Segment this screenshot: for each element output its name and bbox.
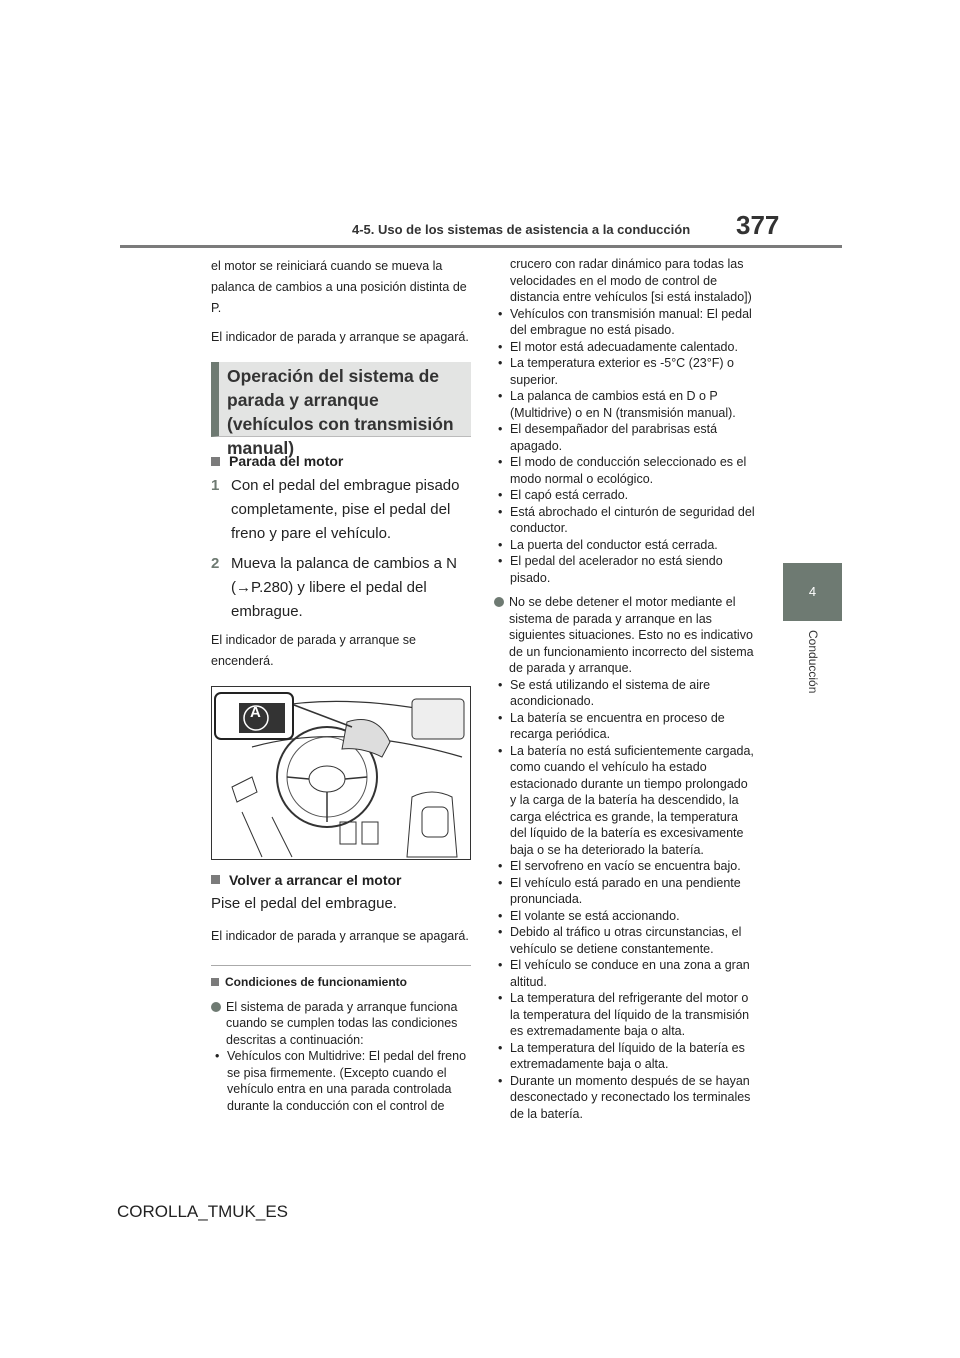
list-item: • El desempañador del parabrisas está apagado. xyxy=(494,421,756,454)
square-bullet-icon xyxy=(211,457,220,466)
list-item: • La puerta del conductor está cerrada. xyxy=(494,537,756,554)
no-stop-intro-text: No se debe detener el motor mediante el sistema de parada y arranque en las siguientes situaciones. Esto no es indicativo de un funcionamiento incorrecto del sistema de parada y arranque. xyxy=(509,595,754,675)
square-bullet-icon xyxy=(211,875,220,884)
conditions-heading xyxy=(211,974,471,991)
restart-heading-text: Volver a arrancar el motor xyxy=(229,871,402,888)
list-item: • El capó está cerrado. xyxy=(494,487,756,504)
restart-note: El indicador de parada y arranque se apagará. xyxy=(211,929,469,943)
list-item: • El vehículo está parado en una pendiente pronunciada. xyxy=(494,875,756,908)
step-text: Con el pedal del embrague pisado completamente, pise el pedal del freno y pare el vehículo. xyxy=(231,476,460,542)
list-item: • El motor está adecuadamente calentado. xyxy=(494,339,756,356)
stop-heading-text: Parada del motor xyxy=(229,453,344,469)
intro-paragraph-2: El indicador de parada y arranque se apagará. xyxy=(211,330,469,344)
header-rule xyxy=(120,245,842,248)
continued-text: crucero con radar dinámico para todas las velocidades en el modo de control de distancia entre vehículos [si está instalado]) xyxy=(510,257,752,304)
list-item: • La batería se encuentra en proceso de recarga periódica. xyxy=(494,710,756,743)
conditions-list-start xyxy=(211,1048,471,1114)
step-text: Mueva la palanca de cambios a N (→P.280) y libere el pedal del embrague. xyxy=(231,554,457,620)
list-item: • El modo de conducción seleccionado es el modo normal o ecológico. xyxy=(494,454,756,487)
no-stop-intro xyxy=(494,594,756,677)
round-bullet-icon xyxy=(211,1002,221,1012)
list-item: • El vehículo se conduce en una zona a gran altitud. xyxy=(494,957,756,990)
conditions-list xyxy=(494,306,756,587)
list-item: • El volante se está accionando. xyxy=(494,908,756,925)
list-item: • La palanca de cambios está en D o P (Multidrive) o en N (transmisión manual). xyxy=(494,388,756,421)
divider xyxy=(211,965,471,966)
intro-paragraph-1: el motor se reiniciará cuando se mueva la palanca de cambios a una posición distinta de P. xyxy=(211,259,467,315)
step-1 xyxy=(211,474,471,546)
chapter-tab[interactable]: 4 xyxy=(783,563,842,621)
list-item: • Se está utilizando el sistema de aire acondicionado. xyxy=(494,677,756,710)
left-column xyxy=(211,256,471,1114)
list-item: • La temperatura exterior es -5°C (23°F) o superior. xyxy=(494,355,756,388)
list-item: • La temperatura del líquido de la batería es extremadamente baja o alta. xyxy=(494,1040,756,1073)
after-steps-note: El indicador de parada y arranque se encenderá. xyxy=(211,632,416,668)
list-item: • Está abrochado el cinturón de seguridad del conductor. xyxy=(494,504,756,537)
list-item: • La batería no está suficientemente cargada, como cuando el vehículo ha estado estacionado durante un tiempo prolongado y la carga de la batería ha descendido, la carga eléctrica es grande, la temperatura del líquido de la batería es excesivamente baja o se ha deteriorado la batería. xyxy=(494,743,756,859)
step-2 xyxy=(211,552,471,624)
round-bullet-icon xyxy=(494,597,504,607)
list-item: • El pedal del acelerador no está siendo pisado. xyxy=(494,553,756,586)
stop-heading xyxy=(211,453,471,470)
chapter-label: Conducción xyxy=(806,630,820,694)
list-item: • Vehículos con Multidrive: El pedal del freno se pisa firmemente. (Excepto cuando el vehículo entra en una parada controlada durante la conducción con el control de xyxy=(211,1048,471,1114)
conditions-intro xyxy=(211,999,471,1049)
list-item: • La temperatura del refrigerante del motor o la temperatura del líquido de la transmisión es extremadamente baja o alta. xyxy=(494,990,756,1040)
list-item: • El servofreno en vacío se encuentra bajo. xyxy=(494,858,756,875)
restart-heading xyxy=(211,872,471,889)
situations-list xyxy=(494,677,756,1123)
step-number: 2 xyxy=(211,554,220,572)
right-column xyxy=(494,256,756,1122)
list-item: • Durante un momento después de se hayan desconectado y reconectado los terminales de la batería. xyxy=(494,1073,756,1123)
figure-label-a: A xyxy=(250,703,261,721)
step-number: 1 xyxy=(211,476,220,494)
list-item: • Vehículos con transmisión manual: El pedal del embrague no está pisado. xyxy=(494,306,756,339)
page-number: 377 xyxy=(736,210,780,240)
section-title-box xyxy=(211,362,471,458)
footer-doc-id: COROLLA_TMUK_ES xyxy=(117,1202,288,1221)
conditions-heading-text: Condiciones de funcionamiento xyxy=(225,975,408,989)
square-bullet-icon xyxy=(211,978,219,986)
list-item: • Debido al tráfico u otras circunstancias, el vehículo se detiene constantemente. xyxy=(494,924,756,957)
dashboard-illustration xyxy=(211,686,471,860)
restart-text: Pise el pedal del embrague. xyxy=(211,895,397,912)
section-header-title: 4-5. Uso de los sistemas de asistencia a la conducción xyxy=(352,222,691,237)
section-title: Operación del sistema de parada y arranque (vehículos con transmisión manual) xyxy=(227,366,454,458)
conditions-intro-text: El sistema de parada y arranque funciona cuando se cumplen todas las condiciones descritas a continuación: xyxy=(226,999,458,1047)
